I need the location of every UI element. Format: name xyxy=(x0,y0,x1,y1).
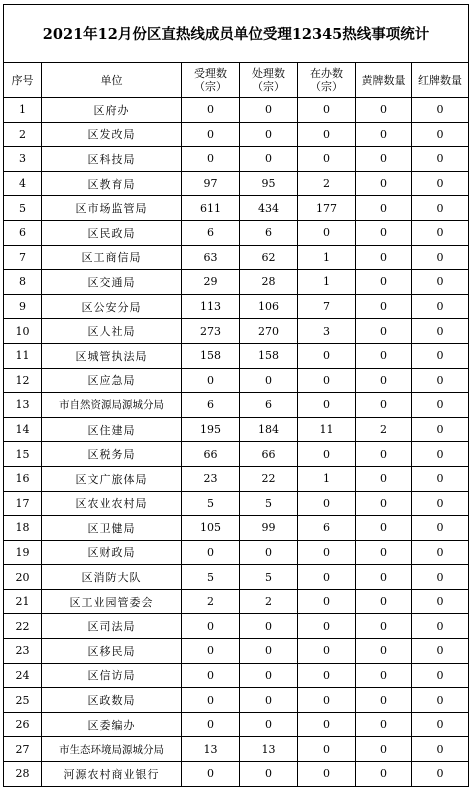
cell-red: 0 xyxy=(412,762,469,787)
cell-seq: 26 xyxy=(4,712,42,737)
cell-unit: 区发改局 xyxy=(42,122,182,147)
cell-red: 0 xyxy=(412,639,469,664)
cell-received: 113 xyxy=(182,294,240,319)
cell-yellow: 0 xyxy=(356,712,412,737)
cell-received: 0 xyxy=(182,614,240,639)
cell-seq: 21 xyxy=(4,589,42,614)
table-row xyxy=(4,540,469,565)
header-pending: 在办数（宗） xyxy=(298,63,356,98)
cell-pending: 0 xyxy=(298,639,356,664)
cell-processed: 0 xyxy=(240,639,298,664)
cell-processed: 434 xyxy=(240,196,298,221)
table-row xyxy=(4,98,469,123)
cell-yellow: 0 xyxy=(356,270,412,295)
statistics-document xyxy=(3,4,468,787)
cell-yellow: 0 xyxy=(356,762,412,787)
cell-yellow: 0 xyxy=(356,98,412,123)
cell-processed: 5 xyxy=(240,491,298,516)
cell-red: 0 xyxy=(412,270,469,295)
cell-red: 0 xyxy=(412,220,469,245)
statistics-table xyxy=(3,4,469,787)
cell-red: 0 xyxy=(412,196,469,221)
table-row xyxy=(4,294,469,319)
cell-yellow: 0 xyxy=(356,589,412,614)
cell-pending: 6 xyxy=(298,516,356,541)
table-row xyxy=(4,245,469,270)
cell-processed: 28 xyxy=(240,270,298,295)
cell-seq: 28 xyxy=(4,762,42,787)
cell-unit: 市生态环境局源城分局 xyxy=(42,737,182,762)
cell-seq: 22 xyxy=(4,614,42,639)
cell-red: 0 xyxy=(412,565,469,590)
cell-processed: 158 xyxy=(240,343,298,368)
cell-seq: 14 xyxy=(4,417,42,442)
cell-seq: 5 xyxy=(4,196,42,221)
cell-pending: 2 xyxy=(298,171,356,196)
cell-pending: 3 xyxy=(298,319,356,344)
cell-yellow: 0 xyxy=(356,565,412,590)
cell-seq: 13 xyxy=(4,393,42,418)
cell-red: 0 xyxy=(412,614,469,639)
cell-pending: 0 xyxy=(298,663,356,688)
cell-processed: 6 xyxy=(240,393,298,418)
title-row xyxy=(4,5,469,63)
cell-unit: 区科技局 xyxy=(42,147,182,172)
table-row xyxy=(4,122,469,147)
cell-received: 63 xyxy=(182,245,240,270)
cell-red: 0 xyxy=(412,540,469,565)
table-row xyxy=(4,270,469,295)
cell-unit: 区住建局 xyxy=(42,417,182,442)
cell-received: 29 xyxy=(182,270,240,295)
cell-yellow: 0 xyxy=(356,294,412,319)
table-row xyxy=(4,491,469,516)
cell-yellow: 0 xyxy=(356,147,412,172)
cell-red: 0 xyxy=(412,417,469,442)
cell-yellow: 0 xyxy=(356,663,412,688)
cell-yellow: 0 xyxy=(356,614,412,639)
table-row xyxy=(4,220,469,245)
cell-red: 0 xyxy=(412,663,469,688)
cell-yellow: 0 xyxy=(356,491,412,516)
cell-received: 13 xyxy=(182,737,240,762)
cell-unit: 区司法局 xyxy=(42,614,182,639)
cell-received: 97 xyxy=(182,171,240,196)
cell-unit: 区卫健局 xyxy=(42,516,182,541)
cell-yellow: 0 xyxy=(356,540,412,565)
cell-processed: 0 xyxy=(240,614,298,639)
cell-received: 0 xyxy=(182,688,240,713)
cell-unit: 区城管执法局 xyxy=(42,343,182,368)
cell-pending: 1 xyxy=(298,245,356,270)
header-unit: 单位 xyxy=(42,63,182,98)
cell-received: 6 xyxy=(182,220,240,245)
cell-received: 0 xyxy=(182,122,240,147)
table-row xyxy=(4,712,469,737)
cell-received: 0 xyxy=(182,147,240,172)
header-yellow: 黄牌数量 xyxy=(356,63,412,98)
table-row xyxy=(4,516,469,541)
cell-processed: 66 xyxy=(240,442,298,467)
table-row xyxy=(4,565,469,590)
cell-seq: 23 xyxy=(4,639,42,664)
cell-unit: 区文广旅体局 xyxy=(42,466,182,491)
cell-processed: 13 xyxy=(240,737,298,762)
cell-yellow: 0 xyxy=(356,220,412,245)
cell-unit: 区委编办 xyxy=(42,712,182,737)
cell-received: 0 xyxy=(182,540,240,565)
cell-received: 6 xyxy=(182,393,240,418)
cell-processed: 2 xyxy=(240,589,298,614)
cell-yellow: 0 xyxy=(356,319,412,344)
cell-red: 0 xyxy=(412,491,469,516)
table-row xyxy=(4,466,469,491)
cell-received: 0 xyxy=(182,368,240,393)
cell-yellow: 0 xyxy=(356,442,412,467)
cell-pending: 0 xyxy=(298,98,356,123)
table-row xyxy=(4,688,469,713)
cell-received: 0 xyxy=(182,663,240,688)
cell-red: 0 xyxy=(412,294,469,319)
table-row xyxy=(4,393,469,418)
cell-processed: 22 xyxy=(240,466,298,491)
cell-yellow: 0 xyxy=(356,393,412,418)
cell-yellow: 0 xyxy=(356,516,412,541)
cell-seq: 15 xyxy=(4,442,42,467)
cell-pending: 0 xyxy=(298,368,356,393)
cell-unit: 区税务局 xyxy=(42,442,182,467)
cell-red: 0 xyxy=(412,516,469,541)
table-row xyxy=(4,171,469,196)
cell-red: 0 xyxy=(412,147,469,172)
cell-pending: 0 xyxy=(298,688,356,713)
cell-seq: 4 xyxy=(4,171,42,196)
table-row xyxy=(4,147,469,172)
cell-yellow: 0 xyxy=(356,245,412,270)
cell-unit: 市自然资源局源城分局 xyxy=(42,393,182,418)
cell-seq: 8 xyxy=(4,270,42,295)
cell-yellow: 0 xyxy=(356,737,412,762)
cell-unit: 区农业农村局 xyxy=(42,491,182,516)
cell-unit: 区教育局 xyxy=(42,171,182,196)
cell-pending: 0 xyxy=(298,220,356,245)
cell-processed: 0 xyxy=(240,663,298,688)
cell-processed: 0 xyxy=(240,368,298,393)
cell-unit: 区交通局 xyxy=(42,270,182,295)
cell-processed: 95 xyxy=(240,171,298,196)
cell-unit: 区政数局 xyxy=(42,688,182,713)
cell-red: 0 xyxy=(412,393,469,418)
cell-red: 0 xyxy=(412,343,469,368)
cell-pending: 0 xyxy=(298,565,356,590)
cell-processed: 0 xyxy=(240,147,298,172)
cell-seq: 6 xyxy=(4,220,42,245)
cell-seq: 19 xyxy=(4,540,42,565)
cell-received: 0 xyxy=(182,762,240,787)
table-row xyxy=(4,639,469,664)
cell-received: 5 xyxy=(182,565,240,590)
cell-seq: 18 xyxy=(4,516,42,541)
cell-seq: 11 xyxy=(4,343,42,368)
cell-unit: 区工业园管委会 xyxy=(42,589,182,614)
cell-unit: 区移民局 xyxy=(42,639,182,664)
cell-yellow: 0 xyxy=(356,639,412,664)
table-row xyxy=(4,614,469,639)
cell-yellow: 0 xyxy=(356,466,412,491)
cell-pending: 0 xyxy=(298,737,356,762)
cell-red: 0 xyxy=(412,688,469,713)
header-received: 受理数（宗） xyxy=(182,63,240,98)
table-row xyxy=(4,663,469,688)
table-row xyxy=(4,196,469,221)
cell-received: 66 xyxy=(182,442,240,467)
cell-red: 0 xyxy=(412,442,469,467)
cell-pending: 0 xyxy=(298,147,356,172)
cell-processed: 106 xyxy=(240,294,298,319)
cell-seq: 3 xyxy=(4,147,42,172)
cell-red: 0 xyxy=(412,712,469,737)
cell-pending: 0 xyxy=(298,712,356,737)
table-row xyxy=(4,319,469,344)
cell-seq: 10 xyxy=(4,319,42,344)
header-row xyxy=(4,63,469,98)
cell-pending: 0 xyxy=(298,442,356,467)
cell-received: 611 xyxy=(182,196,240,221)
cell-pending: 0 xyxy=(298,343,356,368)
cell-seq: 25 xyxy=(4,688,42,713)
cell-seq: 12 xyxy=(4,368,42,393)
cell-received: 158 xyxy=(182,343,240,368)
cell-received: 273 xyxy=(182,319,240,344)
cell-yellow: 0 xyxy=(356,368,412,393)
cell-red: 0 xyxy=(412,466,469,491)
cell-pending: 7 xyxy=(298,294,356,319)
cell-received: 2 xyxy=(182,589,240,614)
cell-pending: 0 xyxy=(298,540,356,565)
table-title: 2021年12月份区直热线成员单位受理12345热线事项统计 xyxy=(4,5,469,63)
cell-unit: 区人社局 xyxy=(42,319,182,344)
cell-seq: 2 xyxy=(4,122,42,147)
cell-processed: 0 xyxy=(240,122,298,147)
cell-unit: 区工商信局 xyxy=(42,245,182,270)
cell-processed: 99 xyxy=(240,516,298,541)
cell-yellow: 0 xyxy=(356,343,412,368)
cell-received: 0 xyxy=(182,98,240,123)
cell-processed: 6 xyxy=(240,220,298,245)
cell-seq: 9 xyxy=(4,294,42,319)
cell-unit: 区信访局 xyxy=(42,663,182,688)
cell-red: 0 xyxy=(412,319,469,344)
cell-processed: 184 xyxy=(240,417,298,442)
cell-unit: 区民政局 xyxy=(42,220,182,245)
cell-red: 0 xyxy=(412,171,469,196)
cell-processed: 0 xyxy=(240,98,298,123)
cell-red: 0 xyxy=(412,737,469,762)
cell-yellow: 0 xyxy=(356,688,412,713)
table-row xyxy=(4,343,469,368)
table-row xyxy=(4,762,469,787)
cell-seq: 24 xyxy=(4,663,42,688)
cell-yellow: 2 xyxy=(356,417,412,442)
cell-yellow: 0 xyxy=(356,122,412,147)
cell-processed: 0 xyxy=(240,762,298,787)
cell-unit: 区应急局 xyxy=(42,368,182,393)
cell-processed: 62 xyxy=(240,245,298,270)
cell-unit: 区财政局 xyxy=(42,540,182,565)
table-row xyxy=(4,589,469,614)
cell-seq: 27 xyxy=(4,737,42,762)
cell-pending: 0 xyxy=(298,614,356,639)
cell-received: 195 xyxy=(182,417,240,442)
cell-seq: 20 xyxy=(4,565,42,590)
cell-received: 0 xyxy=(182,712,240,737)
cell-seq: 1 xyxy=(4,98,42,123)
cell-unit: 区公安分局 xyxy=(42,294,182,319)
table-row xyxy=(4,442,469,467)
header-red: 红牌数量 xyxy=(412,63,469,98)
cell-pending: 11 xyxy=(298,417,356,442)
cell-unit: 区府办 xyxy=(42,98,182,123)
table-body xyxy=(4,98,469,787)
cell-seq: 17 xyxy=(4,491,42,516)
cell-processed: 0 xyxy=(240,712,298,737)
cell-processed: 5 xyxy=(240,565,298,590)
cell-pending: 1 xyxy=(298,270,356,295)
cell-processed: 0 xyxy=(240,688,298,713)
cell-received: 105 xyxy=(182,516,240,541)
header-processed: 处理数（宗） xyxy=(240,63,298,98)
cell-red: 0 xyxy=(412,98,469,123)
cell-red: 0 xyxy=(412,589,469,614)
cell-seq: 16 xyxy=(4,466,42,491)
cell-pending: 0 xyxy=(298,393,356,418)
cell-pending: 177 xyxy=(298,196,356,221)
cell-unit: 河源农村商业银行 xyxy=(42,762,182,787)
cell-unit: 区消防大队 xyxy=(42,565,182,590)
table-row xyxy=(4,417,469,442)
cell-red: 0 xyxy=(412,122,469,147)
cell-red: 0 xyxy=(412,245,469,270)
cell-processed: 0 xyxy=(240,540,298,565)
cell-pending: 0 xyxy=(298,762,356,787)
header-seq: 序号 xyxy=(4,63,42,98)
cell-yellow: 0 xyxy=(356,171,412,196)
cell-red: 0 xyxy=(412,368,469,393)
cell-pending: 0 xyxy=(298,122,356,147)
cell-unit: 区市场监管局 xyxy=(42,196,182,221)
table-row xyxy=(4,737,469,762)
cell-received: 5 xyxy=(182,491,240,516)
cell-pending: 0 xyxy=(298,589,356,614)
cell-pending: 1 xyxy=(298,466,356,491)
cell-processed: 270 xyxy=(240,319,298,344)
cell-seq: 7 xyxy=(4,245,42,270)
cell-pending: 0 xyxy=(298,491,356,516)
cell-yellow: 0 xyxy=(356,196,412,221)
cell-received: 23 xyxy=(182,466,240,491)
cell-received: 0 xyxy=(182,639,240,664)
table-row xyxy=(4,368,469,393)
